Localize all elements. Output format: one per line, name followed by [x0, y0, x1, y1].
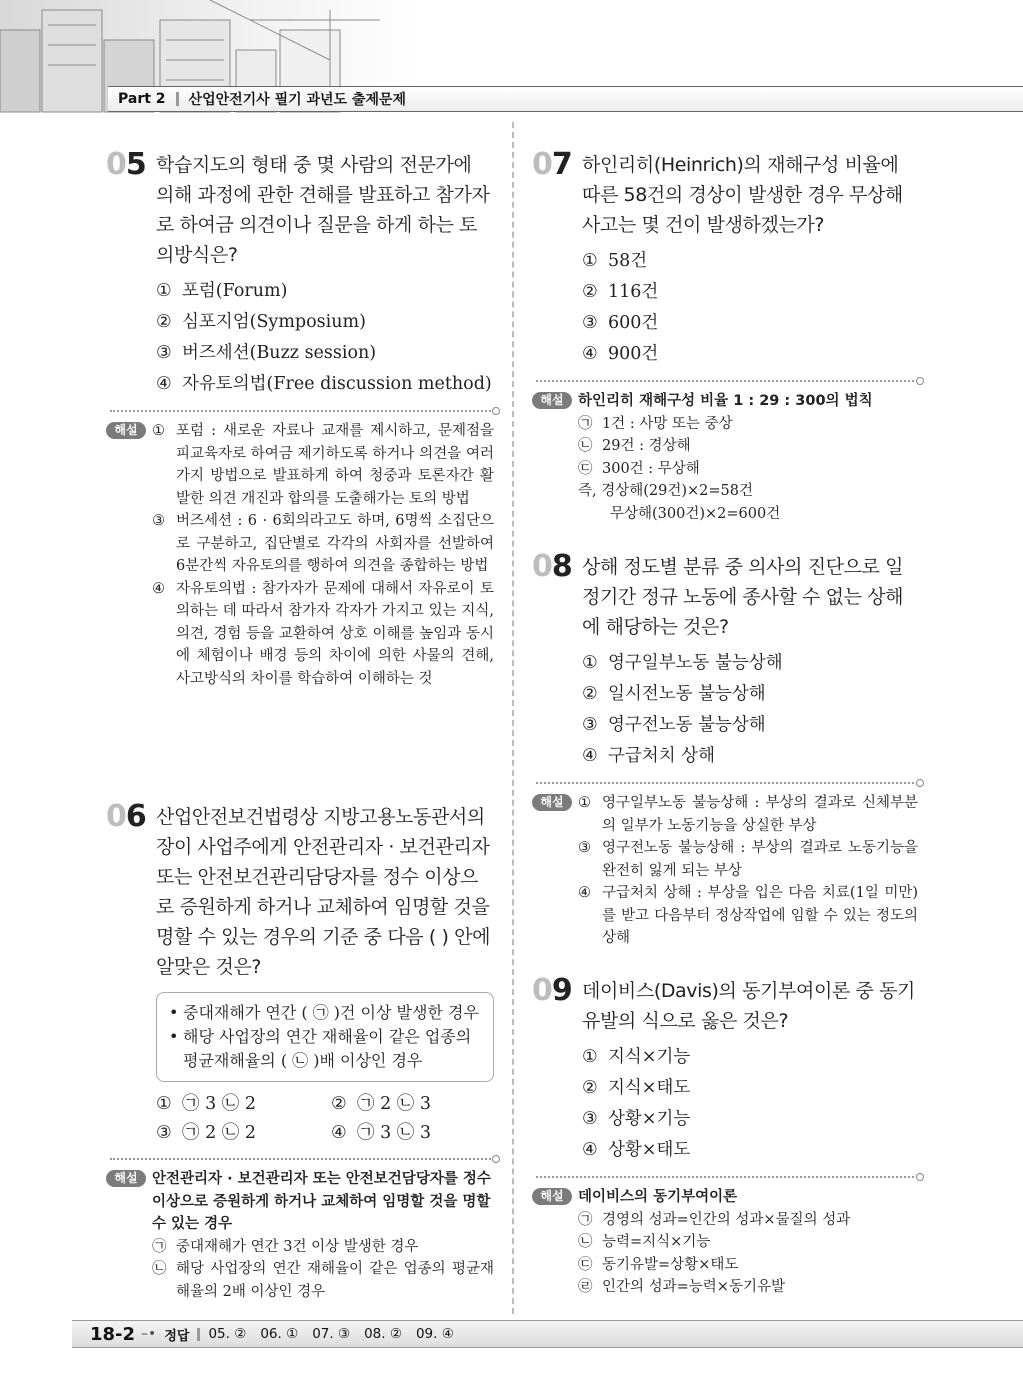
option[interactable]: ④ 상황×태도 — [582, 1140, 691, 1160]
options — [582, 1042, 918, 1166]
option[interactable]: ① 영구일부노동 불능상해 — [582, 653, 783, 673]
solution — [532, 792, 918, 950]
question-text: 학습지도의 형태 중 몇 사람의 전문가에 의해 과정에 관한 견해를 발표하고 참가자로 하여금 의견이나 질문을 하게 하는 토의방식은? — [156, 154, 490, 266]
solution-badge: 해설 — [532, 1188, 572, 1205]
page-number: 18-2 — [90, 1323, 136, 1345]
solution-calc: 무상해(300건)×2=600건 — [610, 505, 781, 522]
option[interactable]: ① 지식×기능 — [582, 1047, 691, 1067]
question-text: 산업안전보건법령상 지방고용노동관서의 장이 사업주에게 안전관리자 · 보건관리자 또는 안전보건관리담당자를 정수 이상으로 증원하게 하거나 교체하여 임명할 것을 명할 수 있는 경우의 기준 중 다음 ( ) 안에 알맞은 것은? — [156, 806, 491, 978]
header-title: 산업안전기사 필기 과년도 출제문제 — [188, 92, 407, 108]
solution-item: ㉢ 300건 : 무상해 — [578, 460, 700, 477]
solution-item: ④ 자유토의법 : 참가자가 문제에 대해서 자유로이 토의하는 데 따라서 참가자 각자가 가지고 있는 지식, 의견, 경험 등을 교환하여 상호 이해를 높임과 동시에 체험이나 배경 등의 차이에 의한 사물의 견해, 사고방식의 차이를 학습하여 이해하는 것 — [152, 580, 494, 687]
running-header — [108, 86, 1023, 112]
option[interactable]: ① ㉠ 3 ㉡ 2 — [156, 1094, 256, 1114]
option[interactable]: ③ 600건 — [582, 313, 659, 333]
page-footer — [72, 1320, 1023, 1348]
solution-divider — [536, 1176, 918, 1178]
option[interactable]: ② 일시전노동 불능상해 — [582, 684, 766, 704]
option[interactable]: ④ ㉠ 3 ㉡ 3 — [331, 1123, 431, 1143]
question-08 — [532, 549, 918, 950]
footer-separator — [197, 1328, 200, 1341]
solution-item: ④ 구급처치 상해 : 부상을 입은 다음 치료(1일 미만)를 받고 다음부터 정상작업에 임할 수 있는 정도의 상해 — [578, 885, 918, 946]
question-number: 05 — [106, 147, 146, 182]
question-number: 09 — [532, 973, 572, 1008]
option[interactable]: ① 58건 — [582, 251, 648, 271]
option[interactable]: ② 지식×태도 — [582, 1078, 691, 1098]
answer-key-item: 09. ④ — [415, 1326, 454, 1342]
answer-key-item: 07. ③ — [312, 1326, 351, 1342]
solution-heading: 안전관리자 · 보건관리자 또는 안전보건담당자를 정수 이상으로 증원하게 하거나 교체하여 임명할 것을 명할 수 있는 경우 — [152, 1171, 491, 1232]
solution-item: ① 영구일부노동 불능상해 : 부상의 결과로 신체부분의 일부가 노동기능을 상실한 부상 — [578, 795, 918, 834]
question-number: 06 — [106, 799, 146, 834]
solution-badge: 해설 — [532, 392, 572, 409]
solution-item: ㉡ 해당 사업장의 연간 재해율이 같은 업종의 평균재해율의 2배 이상인 경우 — [152, 1261, 494, 1300]
solution — [106, 1168, 494, 1303]
options — [582, 246, 918, 370]
solution-item: ㉢ 동기유발=상황×태도 — [578, 1256, 739, 1273]
options — [156, 276, 494, 400]
solution-badge: 해설 — [106, 422, 146, 439]
solution — [106, 420, 494, 690]
condition-box: • 중대재해가 연간 ( ㉠ )건 이상 발생한 경우 • 해당 사업장의 연간 재해율이 같은 업종의 평균재해율의 ( ㉡ )배 이상인 경우 — [156, 992, 494, 1082]
answer-key-item: 06. ① — [260, 1326, 299, 1342]
option[interactable]: ① 포럼(Forum) — [156, 281, 288, 301]
option[interactable]: ② 116건 — [582, 282, 659, 302]
solution — [532, 1186, 918, 1299]
option[interactable]: ② ㉠ 2 ㉡ 3 — [331, 1094, 431, 1114]
answer-label: 정답 — [164, 1328, 190, 1344]
solution-item: ㉠ 1건 : 사망 또는 중상 — [578, 415, 733, 432]
answer-key-item: 05. ② — [208, 1326, 247, 1342]
option[interactable]: ④ 자유토의법(Free discussion method) — [156, 374, 492, 394]
solution — [532, 390, 918, 525]
option[interactable]: ④ 900건 — [582, 344, 659, 364]
question-text: 하인리히(Heinrich)의 재해구성 비율에 따른 58건의 경상이 발생한 경우 무상해 사고는 몇 건이 발생하겠는가? — [582, 154, 903, 236]
column-divider — [512, 122, 514, 1314]
solution-divider — [536, 380, 918, 382]
option[interactable]: ③ ㉠ 2 ㉡ 2 — [156, 1123, 256, 1143]
solution-item: ③ 버즈세션 : 6 · 6회의라고도 하며, 6명씩 소집단으로 구분하고, 집단별로 각각의 사회자를 선발하여 6분간씩 자유토의를 행하여 의견을 종합하는 방법 — [152, 513, 494, 574]
solution-item: ③ 영구전노동 불능상해 : 부상의 결과로 노동기능을 완전히 잃게 되는 부상 — [578, 840, 918, 879]
question-number: 07 — [532, 147, 572, 182]
solution-divider — [536, 782, 918, 784]
solution-badge: 해설 — [532, 794, 572, 811]
option[interactable]: ④ 구급처치 상해 — [582, 746, 715, 766]
header-part: Part 2 — [118, 91, 166, 107]
solution-heading: 데이비스의 동기부여이론 — [578, 1189, 738, 1205]
solution-item: ㉠ 중대재해가 연간 3건 이상 발생한 경우 — [152, 1238, 419, 1255]
solution-item: ㉡ 29건 : 경상해 — [578, 438, 691, 454]
options — [582, 648, 918, 772]
solution-item: ① 포럼 : 새로운 자료나 교재를 제시하고, 문제점을 피교육자로 하여금 제기하도록 하거나 의견을 여러 가지 방법으로 발표하게 하여 청중과 토론자간 활발한 의견 개진과 합의를 도출해가는 토의 방법 — [152, 423, 494, 507]
header-separator — [176, 92, 179, 106]
arrow-icon: –• — [141, 1326, 157, 1342]
option[interactable]: ③ 버즈세션(Buzz session) — [156, 343, 377, 363]
question-number: 08 — [532, 549, 572, 584]
solution-badge: 해설 — [106, 1170, 146, 1187]
question-06 — [106, 799, 494, 1303]
question-09 — [532, 973, 918, 1299]
option[interactable]: ② 심포지엄(Symposium) — [156, 312, 366, 332]
solution-divider — [110, 410, 494, 412]
solution-item: ㉡ 능력=지식×기능 — [578, 1234, 711, 1250]
solution-item: ㉠ 경영의 성과=인간의 성과×물질의 성과 — [578, 1211, 851, 1228]
question-text: 데이비스(Davis)의 동기부여이론 중 동기유발의 식으로 옳은 것은? — [582, 980, 915, 1032]
option[interactable]: ③ 상황×기능 — [582, 1109, 691, 1129]
question-text: 상해 정도별 분류 중 의사의 진단으로 일정기간 정규 노동에 종사할 수 없는 상해에 해당하는 것은? — [582, 556, 904, 638]
options — [156, 1090, 494, 1148]
option[interactable]: ③ 영구전노동 불능상해 — [582, 715, 766, 735]
question-07 — [532, 147, 918, 525]
question-05 — [106, 147, 494, 690]
solution-item: ㉣ 인간의 성과=능력×동기유발 — [578, 1279, 785, 1295]
solution-calc: 즉, 경상해(29건)×2=58건 — [578, 483, 753, 499]
answer-key-item: 08. ② — [364, 1326, 402, 1342]
solution-heading: 하인리히 재해구성 비율 1 : 29 : 300의 법칙 — [578, 393, 873, 409]
solution-divider — [110, 1158, 494, 1160]
